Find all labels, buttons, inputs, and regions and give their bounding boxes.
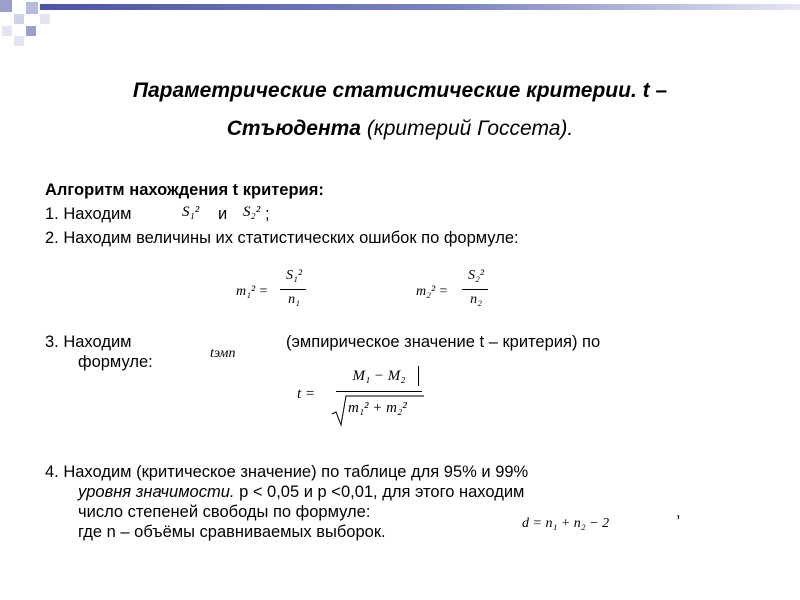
header-decoration (0, 0, 800, 48)
decor-square (0, 0, 12, 12)
m1-lhs: m₁² = (236, 284, 269, 299)
decor-square (26, 2, 38, 14)
decor-square (40, 14, 50, 24)
decor-square (26, 26, 36, 36)
m1-numerator: S₁² (285, 268, 303, 283)
algorithm-heading: Алгоритм нахождения t критерия: (45, 181, 324, 199)
m2-lhs: m₂² = (416, 284, 449, 299)
step4-line4: где n – объёмы сравниваемых выборок. (78, 523, 386, 541)
decor-square (14, 14, 24, 24)
s1-squared: S₁² (182, 204, 200, 220)
m1-fraction-bar (280, 289, 306, 290)
m1-denominator: n₁ (288, 292, 300, 307)
step4-italic: уровня значимости. (78, 483, 235, 501)
step4-line2 (78, 482, 524, 502)
t-denominator: m₁² + m₂² (348, 400, 407, 416)
step3-prefix: 3. Находим (45, 333, 132, 351)
step4-line1: 4. Находим (критическое значение) по таблице для 95% и 99% (45, 463, 529, 481)
title-line-2 (0, 110, 800, 148)
header-gradient-bar (0, 0, 800, 48)
t-lhs: t = (297, 386, 316, 402)
step1-end: ; (265, 205, 270, 223)
step4-line2-rest: p < 0,05 и p <0,01, для этого находим (234, 483, 525, 501)
decor-line (40, 4, 800, 10)
step4-comma: , (676, 503, 681, 521)
step1-and: и (218, 205, 228, 223)
step2-text: 2. Находим величины их статистических ошибок по формуле: (45, 229, 519, 247)
t-empirical-symbol: tэмп (210, 346, 236, 361)
m2-fraction-bar (462, 289, 488, 290)
step3-description: (эмпирическое значение t – критерия) по (286, 333, 601, 351)
title-bold-part: Стъюдента (226, 117, 361, 140)
step1-prefix: 1. Находим (45, 205, 132, 223)
abs-bar (418, 366, 419, 386)
t-fraction-bar (336, 391, 422, 392)
s2-squared: S₂² (243, 204, 261, 220)
title-line-1: Параметрические статистические критерии. t – (132, 79, 668, 102)
title-rest-part: (критерий Госсета). (360, 117, 574, 140)
step4-line3: число степеней свободы по формуле: (78, 503, 371, 521)
m2-denominator: n₂ (470, 292, 482, 307)
t-numerator: M₁ − M₂ (352, 368, 406, 384)
step3-line2: формуле: (78, 353, 153, 371)
slide-title (0, 72, 800, 148)
decor-square (2, 26, 12, 36)
df-formula: d = n₁ + n₂ − 2 (522, 516, 610, 531)
decor-square (14, 36, 24, 46)
m2-numerator: S₂² (467, 268, 485, 283)
